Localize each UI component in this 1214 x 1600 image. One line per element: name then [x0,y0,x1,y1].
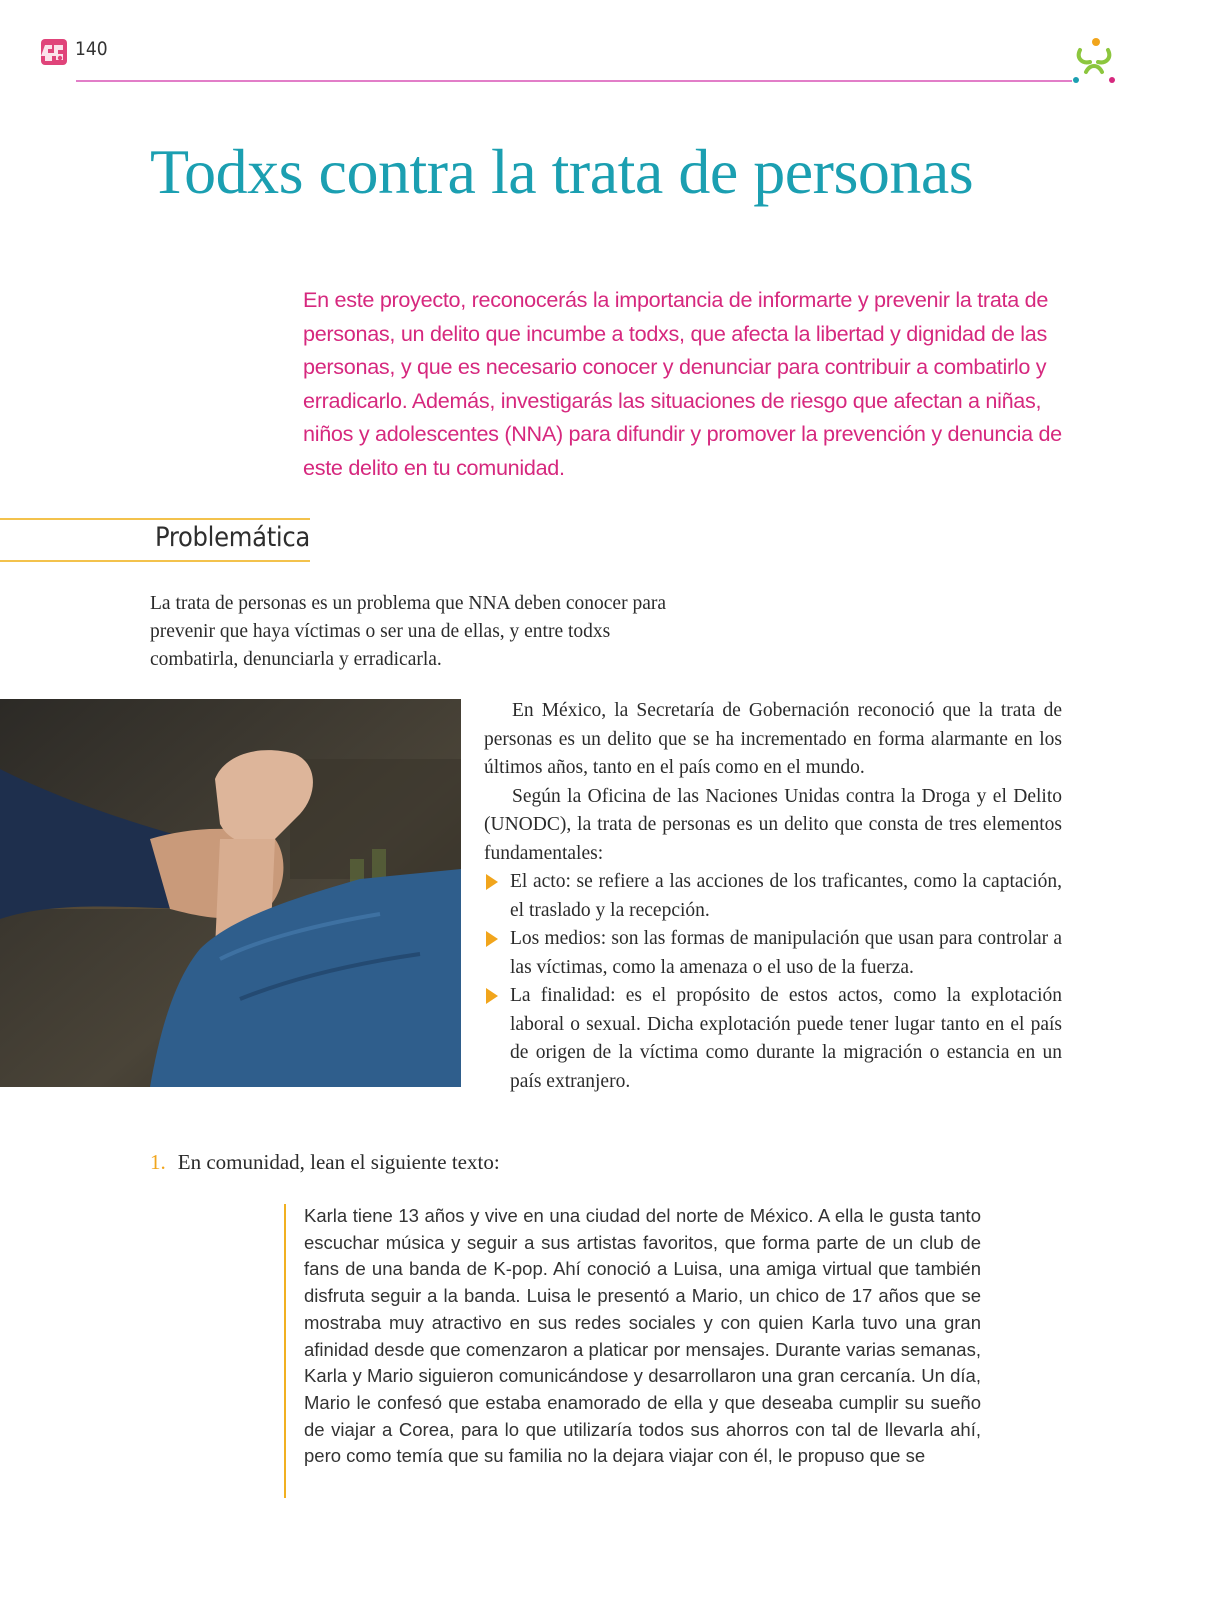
header-divider [76,80,1072,82]
story-text: Karla tiene 13 años y vive en una ciudad del norte de México. A ella le gusta tanto escuchar música y seguir a sus artistas favoritos, que forma parte de un club de fans de una banda de K-pop. Ahí conoció a Luisa, una amiga virtual que también disfruta seguir a la banda. Luisa le presentó a Mario, un chico de 17 años que se mostraba muy atractivo en sus redes sociales y con quien Karla tuvo una gran afinidad desde que comenzaron a platicar por mensajes. Durante varias semanas, Karla y Mario siguieron comunicándose y desarrollaron una gran cercanía. Un día, Mario le confesó que estaba enamorado de ella y que deseaba cumplir su sueño de viajar a Corea, para lo que utilizaría todos sus ahorros con tal de llevarla ahí, pero como temía que su familia no la dejara viajar con él, le propuso que se [304,1205,981,1467]
elements-list [484,868,1062,1096]
activity-text: En comunidad, lean el siguiente texto: [177,1150,500,1174]
triangle-bullet-icon [486,931,498,947]
list-item-text: El acto: se refiere a las acciones de los traficantes, como la captación, el traslado y la recepción. [510,871,1062,921]
triangle-bullet-icon [486,988,498,1004]
section-rule-top [0,518,310,520]
list-item-text: Los medios: son las formas de manipulación que usan para controlar a las víctimas, como la amenaza o el uso de la fuerza. [510,928,1062,978]
page-number: 140 [75,38,108,60]
quote-bar [284,1204,286,1498]
list-item [484,982,1062,1096]
lead-paragraph: La trata de personas es un problema que NNA deben conocer para prevenir que haya víctimas o ser una de ellas, y entre todxs combatirla, denunciarla y erradicarla. [150,593,666,670]
activity-instruction [150,1150,500,1175]
body-paragraph-1: En México, la Secretaría de Gobernación reconoció que la trata de personas es un delito que se ha incrementado en forma alarmante en los últimos años, tanto en el país como en el mundo. [484,700,1062,778]
section-heading: Problemática [155,522,310,553]
photo-hands-grip [0,699,461,1087]
body-paragraph-2: Según la Oficina de las Naciones Unidas contra la Droga y el Delito (UNODC), la trata de personas es un delito que consta de tres elementos fundamentales: [484,785,1062,864]
activity-number: 1. [150,1150,166,1174]
list-item-text: La finalidad: es el propósito de estos actos, como la explotación laboral o sexual. Dicha explotación puede tener lugar tanto en el país de origen de la víctima como durante la migración o estancia en un país extranjero. [510,985,1062,1092]
list-item [484,868,1062,925]
section-rule-bottom [0,560,310,562]
sprout-logo-icon [1070,36,1118,86]
page-title: Todxs contra la trata de personas [150,136,974,207]
list-item [484,925,1062,982]
triangle-bullet-icon [486,874,498,890]
header-glyph-icon [40,38,68,66]
body-text [484,697,1062,1096]
intro-paragraph: En este proyecto, reconocerás la importancia de informarte y prevenir la trata de personas, un delito que incumbe a todxs, que afecta la libertad y dignidad de las personas, y que es necesario conocer y denunciar para contribuir a combatirlo y erradicarlo. Además, investigarás las situaciones de riesgo que afectan a niñas, niños y adolescentes (NNA) para difundir y promover la prevención y denuncia de este delito en tu comunidad. [303,287,1062,480]
